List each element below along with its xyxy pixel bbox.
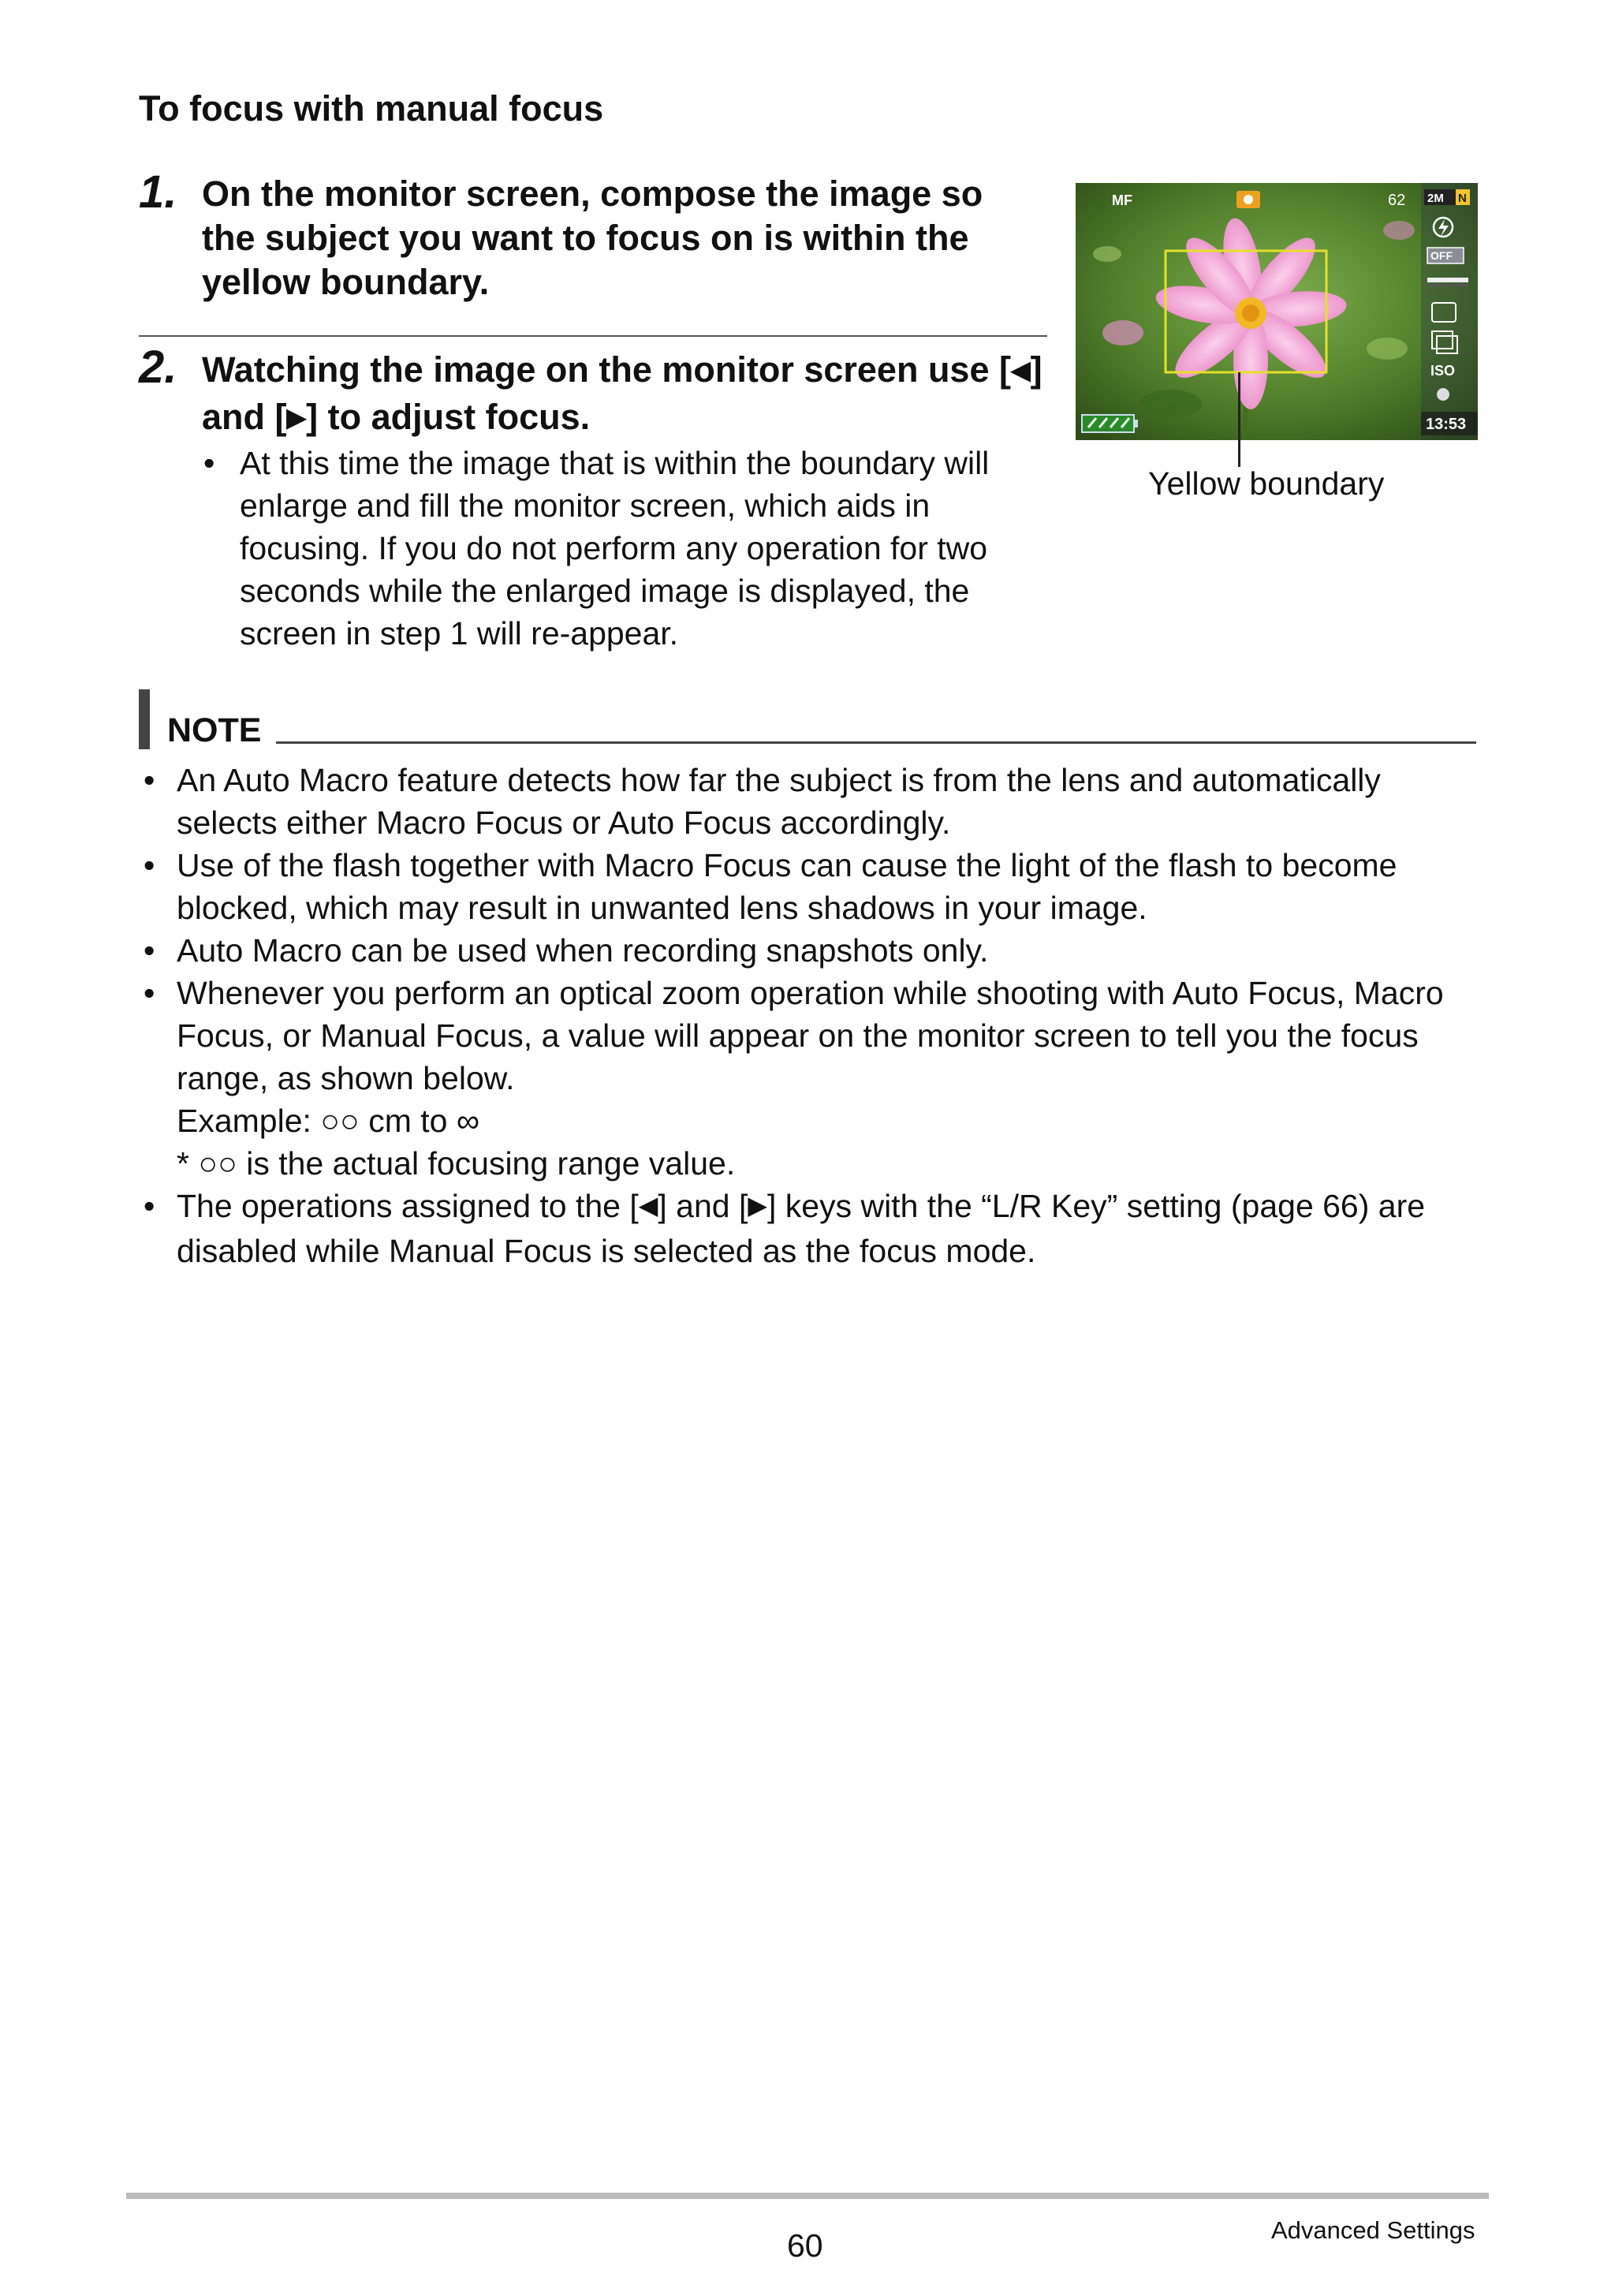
note-item-text: Auto Macro can be used when recording snapshots only. (177, 932, 989, 969)
step-2-number: 2. (139, 342, 177, 393)
note-item (144, 972, 1484, 1185)
bullet-icon: • (144, 932, 155, 969)
page-number: 60 (787, 2227, 823, 2264)
footer-section-title: Advanced Settings (1271, 2216, 1475, 2244)
note-text-b: ] and [ (658, 1188, 748, 1224)
monitor-screen-image (1076, 183, 1478, 440)
off-badge: OFF (1430, 249, 1453, 262)
footer-rule (126, 2193, 1489, 2199)
mode-label: MF (1112, 192, 1132, 208)
note-rule (276, 741, 1476, 744)
bullet-icon: • (144, 975, 155, 1011)
focus-range-footnote: * ○○ is the actual focusing range value. (177, 1145, 736, 1182)
iso-badge: ISO (1430, 363, 1456, 379)
note-list (144, 759, 1484, 1272)
clock-time: 13:53 (1426, 416, 1467, 433)
note-item (144, 929, 1484, 972)
note-item (144, 844, 1484, 929)
bullet-icon: • (144, 762, 155, 798)
white-balance-icon (1437, 388, 1449, 401)
right-arrow-key-icon: ▶ (748, 1191, 767, 1219)
step-2-bullet (203, 442, 1039, 655)
bullet-icon: • (203, 445, 215, 481)
quality-badge: N (1458, 192, 1467, 205)
note-item-text: Use of the flash together with Macro Focus can cause the light of the flash to become blocked, which may result in unwanted lens shadows in your image. (177, 847, 1397, 926)
note-item-text (177, 1185, 1484, 1272)
bullet-icon: • (144, 847, 155, 883)
step-2-text-a: Watching the image on the monitor screen use [ (202, 349, 1011, 390)
shots-remaining: 62 (1388, 192, 1406, 209)
meter-bar-icon (1427, 278, 1468, 282)
focus-range-example: Example: ○○ cm to ∞ (177, 1103, 480, 1139)
note-label: NOTE (167, 711, 262, 749)
note-text-a: The operations assigned to the [ (177, 1188, 639, 1224)
step-2-bullet-text: At this time the image that is within the boundary will enlarge and fill the monitor screen, which aids in focusing. If you do not perform any operation for two seconds while the enlarged image is displayed, the screen in step 1 will re-appear. (240, 445, 990, 651)
note-item (144, 1185, 1484, 1272)
step-1-number: 1. (139, 166, 177, 218)
note-item-text: An Auto Macro feature detects how far the subject is from the lens and automatically selects either Macro Focus or Auto Focus accordingly. (177, 762, 1381, 841)
step-divider (139, 335, 1047, 337)
step-1-text: On the monitor screen, compose the image so the subject you want to focus on is within the yellow boundary. (202, 174, 983, 302)
note-item-body (177, 972, 1484, 1185)
note-marker-bar (139, 689, 150, 749)
size-badge: 2M (1427, 192, 1444, 205)
left-arrow-key-icon: ◀ (638, 1191, 658, 1219)
note-item (144, 759, 1484, 844)
step-2-text-b: ] and [ (202, 349, 1042, 437)
callout-label: Yellow boundary (1148, 465, 1385, 502)
section-title: To focus with manual focus (139, 88, 604, 129)
step-2-text (202, 348, 1054, 442)
right-arrow-key-icon: ▶ (286, 403, 307, 431)
battery-icon (1082, 415, 1138, 432)
note-text-c: ] keys with the “L/R Key” setting (page 66) are disabled while Manual Focus is selected as the focus mode. (177, 1188, 1426, 1269)
callout-line (1238, 372, 1240, 467)
bullet-icon: • (144, 1188, 155, 1224)
note-item-text: Whenever you perform an optical zoom operation while shooting with Auto Focus, Macro Focus, or Manual Focus, a value will appear on the monitor screen to tell you the focus range, as shown below. (177, 975, 1444, 1096)
step-2-text-c: ] to adjust focus. (306, 397, 591, 437)
left-arrow-key-icon: ◀ (1010, 356, 1031, 384)
